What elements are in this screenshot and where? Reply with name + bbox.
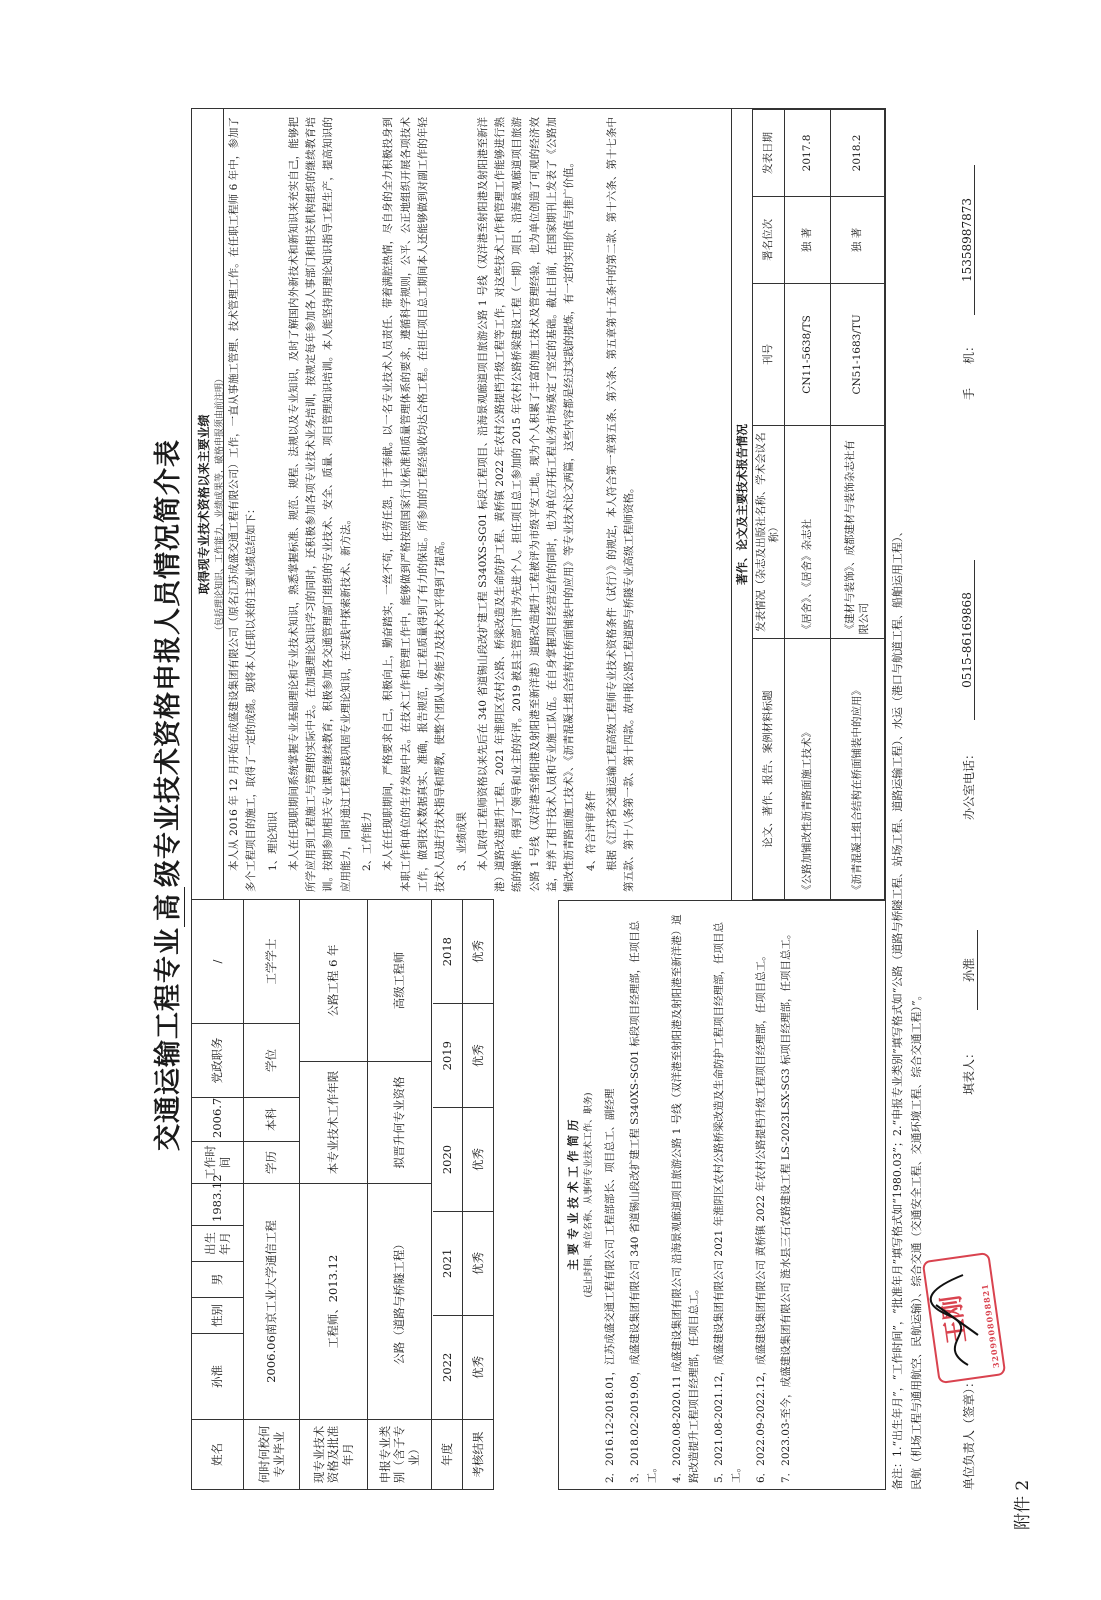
school-label: 何时何校何专业毕业 [244,1420,300,1490]
work-time-value: 2006.7 [192,1098,244,1142]
note-line: 民航（机场工程与通用航空、民航运输）、综合交通（交通安全工程、交通环境工程、综合交通工程）”。 [910,989,923,1490]
assessment-year: 2019 [433,1004,463,1108]
pub-title: 《公路加铺改性沥青路面施工技术》 [785,639,831,900]
target-label: 拟晋升何专业资格 [368,1062,432,1184]
achievement-paragraph: 4、符合评审条件 [584,790,597,871]
pub-header: 论文、著作、报告、案例材料标题 [752,639,784,900]
current-qual-label: 现专业技术资格及批准年月 [300,1420,368,1490]
target-value: 高级工程师 [368,900,432,1062]
achievement-heading-text: 取得现专业技术资格以来主要业绩 [197,414,211,595]
leader-signature-label: 单位负责人（签章）： [962,1375,976,1490]
table-row [785,110,831,900]
assessment-result: 优秀 [463,900,493,1004]
resume-item: 5．2021.08-2021.12，成盛建设集团有限公司 2021 年淮阴区农村公路桥梁改造及生命防护工程项目经理部，任项目总工。 [713,922,742,1483]
pub-author-rank: 独 著 [785,196,831,283]
achievement-paragraph: 2、工作能力 [361,811,374,871]
mobile-phone: 15358987873 [960,165,975,315]
form-notes [888,30,926,1490]
achievement-paragraph: 1、理论知识 [266,811,279,871]
resume-item: 6．2022.09-2022.12，成盛建设集团有限公司 黄桥镇 2022 年农村公路提档升级工程项目经理部，任项目总工。 [755,950,767,1483]
publications-heading: 著作、论文及主要技术报告情况 [731,109,752,900]
pub-header: 署名位次 [752,196,784,283]
party-label: 党政职务 [192,1024,244,1098]
note-line: 备注：1.“出生年月”，“工作时间”，“批准年月”填写格式如“1980.03”；2.“申报专业类别”填写格式如“公路（道路与桥隧工程、站场工程、道路运输工程）、水运（港口与航道工程、船舶运用工程）、 [891,525,904,1490]
pub-date: 2017.8 [785,110,831,197]
achievement-paragraph: 本人在任现职期间，严格要求自己，积极向上，勤奋踏实，一丝不苟，任劳任怨，甘于奉献。以一名专业技术人员责任、带着满腔热情，尽自身的全力积极投身到本职工作和单位的生存发展中去。在技术工作和管理工作中，能够做到严格按照国家行业标准和质量管理体系的要求，遵循科学规则，公平、公正地组织开展各项技术工作，做到技术数据真实、准确，报告规范，使工程质量得到了有力的保证。所参加的工程经验收均达合格工程。在担任项目总工期间本人还能够做到对副工作的年轻技术人员进行技术指导和帮教，使整个团队业务能力及技术水平得到了提高。 [382,117,447,892]
year-label: 年度 [432,1420,463,1489]
pub-header: 发表日期 [752,110,784,197]
achievement-subheading: （包括理论知识、工作能力、业绩成果等，破格申报须由前注明） [215,374,225,636]
filler-name: 孙淮 [960,930,978,1010]
pub-header: 发表情况（杂志及出版社名称、学术会议名称） [752,426,784,639]
pub-author-rank: 独 著 [831,196,885,283]
achievement-section [191,108,886,900]
birth-label: 出生年月 [192,1226,244,1262]
edu-value: 本科 [244,1098,300,1142]
filler-label: 填表人： [962,1046,976,1095]
title-suffix: 级专业技术资格申报人员情况简介表 [153,439,184,887]
school-value: 2006.06南京工业大学通信工程 [244,1184,300,1420]
basic-info-table [191,899,494,1490]
title-level: 高 [153,887,185,927]
assessment-result: 优秀 [463,1315,493,1419]
achievement-paragraph: 根据《江苏省交通运输工程高级工程师专业技术资格条件（试行）》的规定，本人符合第一章第五条、第六条、第五章第十五条中的第二款、第十六条、第十七条中第五款、第十八条第一款、第十四款。故申报公路工程道路与桥隧专业高级工程师资格。 [605,117,636,892]
office-phone-label: 办公室电话： [962,747,976,820]
name-label: 姓名 [192,1420,244,1490]
resume-item: 3．2018.02-2019.09，成盛建设集团有限公司 340 省道锡山段改扩建工程 S340XS-SG01 标段项目经理部，任项目总工。 [629,920,658,1483]
current-qual-value: 工程师、2013.12 [300,1184,368,1420]
edu-label: 学历 [244,1142,300,1184]
publications-table [752,109,885,900]
pub-issn: CN51-1683/TU [831,283,885,425]
pub-title: 《沥青混凝土组合结构在桥面铺装中的应用》 [831,639,885,900]
name-value: 孙淮 [192,1334,244,1420]
mobile-label: 手 机： [962,339,976,400]
pub-date: 2018.2 [831,110,885,197]
assessment-year: 2018 [433,900,463,1004]
work-time-label: 工作时间 [192,1142,244,1184]
work-resume-section [558,900,886,1490]
prof-years-label: 本专业技术工作年限 [300,1062,368,1184]
resume-item: 2．2016.12-2018.01，江苏成盛交通工程有限公司 工程部部长、项目总工、副经理 [604,1088,616,1483]
assessment-result: 优秀 [463,1004,493,1108]
result-label: 考核结果 [471,1431,485,1478]
resume-subheading: (起止时间、单位名称、从事何专业技术工作、职务) [584,1092,594,1298]
assessment-result: 优秀 [463,1211,493,1315]
apply-category-value: 公路（道路与桥隧工程） [368,1184,432,1420]
stamp-code: 3209908098821 [979,1282,1002,1369]
office-phone: 0515-86169868 [960,560,975,720]
handwritten-signature [928,1265,988,1375]
pub-issn: CN11-5638/TS [785,283,831,425]
assessment-labels [432,1420,494,1490]
assessment-year: 2021 [433,1211,463,1315]
stamp-text: 王刚 [935,1293,972,1346]
pub-header: 刊号 [752,283,784,425]
achievement-paragraph: 本人从 2016 年 12 月开始在成盛建设集团有限公司（原名江苏成盛交通工程有限公司）工作，一直从事施工管理、技术管理工作。在任职工程师 6 年中，参加了多个工程项目的施工，取得了一定的成绩。现将本人任职以来的主要业绩总结如下： [228,117,258,892]
title-prefix: 交通运输工程专业 [153,927,184,1151]
resume-item: 7．2023.03-至今，成盛建设集团有限公司 涟水县三石农路建设工程 LS-2023LSX-SG3 标项目经理部，任项目总工。 [780,928,792,1483]
attachment-label: 附件 2 [1013,1479,1033,1530]
publications-section [731,109,885,900]
degree-label: 学位 [244,1024,300,1098]
gender-label: 性别 [192,1298,244,1334]
achievement-paragraph: 3、业绩成果 [455,811,468,871]
pub-venue: 《建材与装饰》、成都建材与装饰杂志社有限公司 [831,426,885,639]
birth-value: 1983.12 [192,1184,244,1226]
resume-item: 4．2020.08-2020.11 成盛建设集团有限公司 沿海景观廊道项目旅游公路 1 号线（双洋港至射阳港及射阳港至新洋港）道路改造提升工程项目经理部，任项目总工。 [671,914,700,1483]
degree-value: 工学学士 [244,900,300,1024]
prof-years-value: 公路工程 6 年 [300,900,368,1062]
assessment-result: 优秀 [463,1108,493,1212]
achievement-heading [192,109,224,900]
assessment-year: 2020 [433,1108,463,1212]
party-value: / [192,900,244,1024]
resume-heading [559,901,594,1489]
assessment-values [432,900,494,1420]
apply-category-label: 申报专业类别（含子专业） [368,1420,432,1490]
table-row [831,110,885,900]
achievement-paragraph: 本人在任现职期间系统掌握专业基础理论和专业技术知识，熟悉掌握标准、规范、规程、法规以及专业知识，及时了解国内外新技术和新知识来充实自己，能够把所学应用到工程施工与管理的实际中去。在加强理论知识学习的同时，还积极参加各项专业技术业务培训，按规定每年参加各人事部门和相关机构组织的继续教育培训。按期参加相关专业课程继续教育，积极参加各交通管理部门组织的专业技术、安全、质量、项目管理知识培训。本人能坚持用理论知识指导工程生产，提高知识的应用能力，同时通过工程实践巩固专业理论知识，在实践中探索新技术、新方法。 [287,117,352,892]
gender-value: 男 [192,1262,244,1298]
pub-venue: 《居舍》、《居舍》杂志社 [785,426,831,639]
form-title [146,180,185,1410]
resume-heading-text: 主 要 专 业 技 术 工 作 简 历 [566,1119,580,1271]
achievement-paragraph: 本人取得工程师资格以来先后在 340 省道锡山段改扩建工程 S340XS-SG01 标段工程项目、沿海景观廊道项目旅游公路 1 号线（双洋港至射阳港及射阳港至新洋港）道路改造提升工程、2021 年淮阴区农村公路、桥梁改造及生命防护工程、黄桥镇 2022 年农村公路提档升级工程等工作，对这些技术工作和管理工作能够进行熟练的操作，得到了领导和业主的好评。2019 被县主管部门评为先进个人。担任项目总工参加的 2015 年农村公路桥梁建设工程（一期）项目、沿海景观廊道项目旅游公路 1 号线（双洋港至射阳港及射阳港至新洋港）道路改造提升工程被评为市级平安工地。现为个人积累了丰富的施工技术及管理经验，也为单位创造了可观的经济效益，培养了相干技术人员和专业施工队伍。在自身掌握项目经营运作的同时，也为单位开拓工程业务市场奠定了坚定的基础。截止目前，在国家期刊上发表了《公路加铺改性沥青路面施工技术》、《沥青混凝土组合结构在桥面铺装中的应用》等专业技术论文两篇，这些内容都是经过实践的提炼，有一定的实用价值与推广价值。 [476,117,576,892]
assessment-year: 2022 [433,1315,463,1419]
